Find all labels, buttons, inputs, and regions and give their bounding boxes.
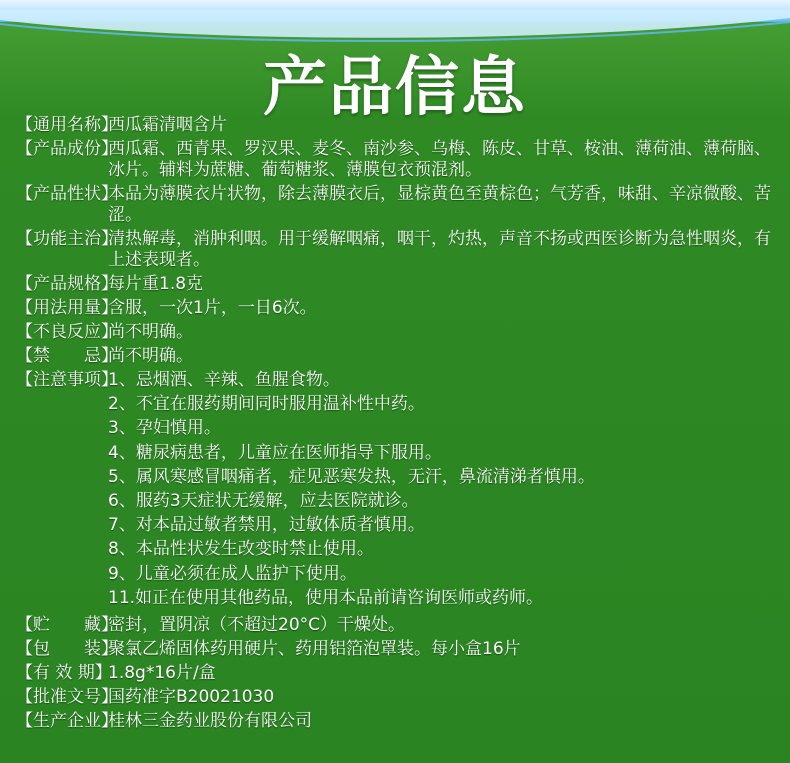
info-row-precautions — [16, 370, 781, 612]
info-label: 【贮 藏】 — [16, 614, 118, 635]
info-row-approval-number — [16, 687, 781, 708]
precaution-item: 2、不宜在服药期间同时服用温补性中药。 — [108, 394, 425, 415]
precaution-item: 3、孕妇慎用。 — [108, 418, 221, 439]
info-label: 【不良反应】 — [16, 322, 118, 342]
precaution-item: 9、儿童必须在成人监护下使用。 — [108, 563, 357, 584]
info-row-appearance — [16, 184, 781, 226]
info-row-generic-name — [16, 115, 781, 136]
info-row-dosage — [16, 298, 781, 319]
info-label: 【注意事项】 — [16, 370, 118, 390]
precaution-item: 1、忌烟酒、辛辣、鱼腥食物。 — [108, 370, 340, 390]
info-row-manufacturer — [16, 711, 781, 732]
precautions-list — [108, 370, 781, 609]
info-value: 含服，一次1片，一日6次。 — [108, 298, 317, 318]
info-value: 桂林三金药业股份有限公司 — [108, 710, 312, 731]
info-label: 【生产企业】 — [16, 710, 118, 731]
info-value: 密封，置阴凉（不超过20°C）干燥处。 — [108, 614, 406, 635]
page-title: 产品信息 — [263, 51, 527, 125]
info-value: 西瓜霜清咽含片 — [108, 115, 227, 135]
info-label: 【产品规格】 — [16, 274, 118, 294]
info-value: 清热解毒，消肿利咽。用于缓解咽痛，咽干，灼热，声音不扬或西医诊断为急性咽炎，有上述表现者。 — [108, 229, 771, 270]
precaution-item: 6、服药3天症状无缓解，应去医院就诊。 — [108, 490, 419, 511]
info-label: 【禁 忌】 — [16, 346, 118, 366]
info-row-storage — [16, 615, 781, 636]
info-label: 【批准文号】 — [16, 686, 118, 707]
precaution-item: 5、属风寒感冒咽痛者，症见恶寒发热，无汗，鼻流清涕者慎用。 — [108, 466, 595, 487]
info-row-contraindications — [16, 346, 781, 367]
info-label: 【包 装】 — [16, 638, 118, 659]
info-value: 每片重1.8克 — [108, 274, 204, 294]
info-value: 尚不明确。 — [108, 346, 193, 366]
info-value: 1.8g*16片/盒 — [108, 662, 216, 683]
info-value: 国药准字B20021030 — [108, 686, 275, 707]
info-row-indications — [16, 229, 781, 271]
precaution-item: 8、本品性状发生改变时禁止使用。 — [108, 539, 374, 560]
info-list — [16, 115, 781, 735]
info-row-specification — [16, 274, 781, 295]
info-value: 尚不明确。 — [108, 322, 193, 342]
info-label: 【用法用量】 — [16, 298, 118, 318]
precaution-item: 11.如正在使用其他药品，使用本品前请咨询医师或药师。 — [108, 587, 544, 608]
info-row-packaging — [16, 639, 781, 660]
info-label: 【产品成份】 — [16, 139, 118, 159]
info-row-adverse-reactions — [16, 322, 781, 343]
info-label: 【功能主治】 — [16, 229, 118, 249]
precaution-item: 7、对本品过敏者禁用，过敏体质者慎用。 — [108, 515, 425, 536]
info-value: 本品为薄膜衣片状物，除去薄膜衣后，显棕黄色至黄棕色；气芳香，味甜、辛凉微酸、苦涩。 — [108, 184, 771, 225]
info-value: 西瓜霜、西青果、罗汉果、麦冬、南沙参、乌梅、陈皮、甘草、桉油、薄荷油、薄荷脑、冰片。辅料为蔗糖、葡萄糖浆、薄膜包衣预混剂。 — [108, 139, 771, 180]
precaution-item: 4、糖尿病患者，儿童应在医师指导下服用。 — [108, 442, 442, 463]
precautions-list-container — [108, 370, 781, 612]
info-label: 【有 效 期】 — [16, 662, 112, 683]
info-row-ingredients — [16, 139, 781, 181]
info-row-validity — [16, 663, 781, 684]
info-label: 【产品性状】 — [16, 184, 118, 204]
info-value: 聚氯乙烯固体药用硬片、药用铝箔泡罩装。每小盒16片 — [108, 638, 521, 659]
info-label: 【通用名称】 — [16, 115, 118, 135]
